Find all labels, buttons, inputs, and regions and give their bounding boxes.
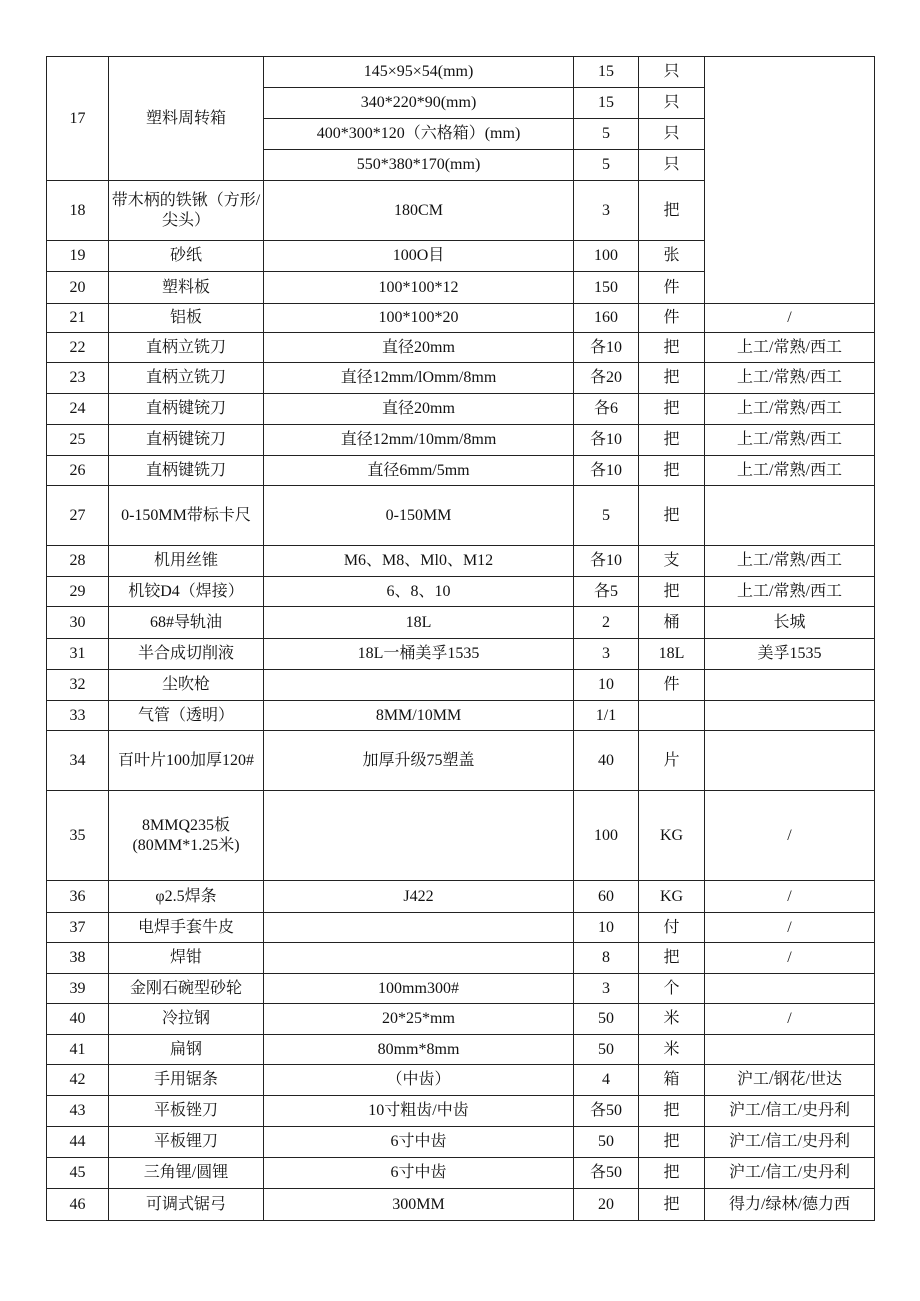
item-brand: 美孚1535	[705, 639, 875, 670]
table-row	[47, 425, 875, 456]
item-qty: 10	[574, 913, 639, 943]
item-no: 30	[47, 607, 109, 639]
item-name: 塑料板	[109, 272, 264, 304]
table-row	[47, 974, 875, 1004]
item-name: 电焊手套牛皮	[109, 913, 264, 943]
item-spec	[264, 670, 574, 701]
item-qty: 各50	[574, 1096, 639, 1127]
item-brand: 上工/常熟/西工	[705, 546, 875, 577]
item-qty: 50	[574, 1004, 639, 1035]
item-spec: 6寸中齿	[264, 1127, 574, 1158]
item-spec: 145×95×54(mm)	[264, 57, 574, 88]
item-no: 17	[47, 57, 109, 181]
item-name: 手用锯条	[109, 1065, 264, 1096]
item-brand: 上工/常熟/西工	[705, 333, 875, 363]
table-row	[47, 1065, 875, 1096]
item-name: 平板锉刀	[109, 1096, 264, 1127]
item-brand: 上工/常熟/西工	[705, 363, 875, 394]
item-name: 冷拉钢	[109, 1004, 264, 1035]
table-row	[47, 1004, 875, 1035]
item-qty: 100	[574, 241, 639, 272]
table-row	[47, 1189, 875, 1221]
item-qty: 20	[574, 1189, 639, 1221]
item-name: 塑料周转箱	[109, 57, 264, 181]
item-name: 68#导轨油	[109, 607, 264, 639]
item-brand: /	[705, 881, 875, 913]
item-unit: 箱	[639, 1065, 705, 1096]
item-name: 直柄键铳刀	[109, 394, 264, 425]
item-spec: 100mm300#	[264, 974, 574, 1004]
table-row	[47, 1158, 875, 1189]
item-qty: 各10	[574, 456, 639, 486]
item-name: 带木柄的铁锹（方形/尖头）	[109, 181, 264, 241]
item-unit: 把	[639, 456, 705, 486]
item-no: 26	[47, 456, 109, 486]
item-spec: 直径6mm/5mm	[264, 456, 574, 486]
item-qty: 2	[574, 607, 639, 639]
table-row	[47, 456, 875, 486]
item-spec: 20*25*mm	[264, 1004, 574, 1035]
item-spec	[264, 791, 574, 881]
item-name: 机铰D4（焊接）	[109, 577, 264, 607]
item-qty: 50	[574, 1035, 639, 1065]
item-unit: KG	[639, 791, 705, 881]
item-no: 27	[47, 486, 109, 546]
table-row	[47, 670, 875, 701]
table-row	[47, 943, 875, 974]
item-unit: 付	[639, 913, 705, 943]
item-spec: 0-150MM	[264, 486, 574, 546]
table-row	[47, 913, 875, 943]
item-brand: 长城	[705, 607, 875, 639]
item-spec: 6寸中齿	[264, 1158, 574, 1189]
item-name: 金刚石碗型砂轮	[109, 974, 264, 1004]
item-qty: 8	[574, 943, 639, 974]
item-qty: 1/1	[574, 701, 639, 731]
item-qty: 15	[574, 88, 639, 119]
table-row	[47, 363, 875, 394]
item-no: 42	[47, 1065, 109, 1096]
item-unit: 个	[639, 974, 705, 1004]
item-unit: 把	[639, 394, 705, 425]
item-no: 32	[47, 670, 109, 701]
item-spec: 340*220*90(mm)	[264, 88, 574, 119]
item-unit: 桶	[639, 607, 705, 639]
table-row	[47, 881, 875, 913]
item-no: 45	[47, 1158, 109, 1189]
item-name: 半合成切削液	[109, 639, 264, 670]
item-name: 尘吹枪	[109, 670, 264, 701]
item-unit: 片	[639, 731, 705, 791]
item-name: 机用丝锥	[109, 546, 264, 577]
item-spec: 100*100*12	[264, 272, 574, 304]
item-qty: 160	[574, 304, 639, 333]
item-unit: 把	[639, 363, 705, 394]
item-qty: 3	[574, 639, 639, 670]
table-row	[47, 577, 875, 607]
item-no: 36	[47, 881, 109, 913]
item-spec: 直径20mm	[264, 394, 574, 425]
item-brand	[705, 57, 875, 304]
item-no: 29	[47, 577, 109, 607]
item-spec: 100O目	[264, 241, 574, 272]
item-unit: 把	[639, 181, 705, 241]
item-qty: 3	[574, 181, 639, 241]
item-name: 直柄立铣刀	[109, 363, 264, 394]
item-name: 直柄立铣刀	[109, 333, 264, 363]
item-no: 28	[47, 546, 109, 577]
item-spec: J422	[264, 881, 574, 913]
item-qty: 60	[574, 881, 639, 913]
item-spec: 400*300*120（六格箱）(mm)	[264, 119, 574, 150]
item-spec	[264, 943, 574, 974]
item-spec: 80mm*8mm	[264, 1035, 574, 1065]
item-brand: 上工/常熟/西工	[705, 456, 875, 486]
item-qty: 5	[574, 150, 639, 181]
item-unit: 把	[639, 577, 705, 607]
item-brand: 沪工/钢花/世达	[705, 1065, 875, 1096]
item-no: 24	[47, 394, 109, 425]
item-brand	[705, 701, 875, 731]
item-unit: 只	[639, 57, 705, 88]
item-unit: 只	[639, 119, 705, 150]
item-unit	[639, 701, 705, 731]
item-name: 0-150MM带标卡尺	[109, 486, 264, 546]
item-brand: /	[705, 1004, 875, 1035]
item-name: 扁钢	[109, 1035, 264, 1065]
item-unit: 把	[639, 1189, 705, 1221]
item-qty: 40	[574, 731, 639, 791]
item-unit: 18L	[639, 639, 705, 670]
item-no: 34	[47, 731, 109, 791]
table-row	[47, 304, 875, 333]
table-row	[47, 701, 875, 731]
item-name: 铝板	[109, 304, 264, 333]
item-spec: 550*380*170(mm)	[264, 150, 574, 181]
item-brand: /	[705, 913, 875, 943]
item-no: 46	[47, 1189, 109, 1221]
table-row	[47, 546, 875, 577]
item-no: 21	[47, 304, 109, 333]
item-no: 40	[47, 1004, 109, 1035]
item-spec: 直径20mm	[264, 333, 574, 363]
item-brand: /	[705, 943, 875, 974]
item-unit: 只	[639, 88, 705, 119]
item-name: 平板锂刀	[109, 1127, 264, 1158]
item-unit: 支	[639, 546, 705, 577]
table-row	[47, 1127, 875, 1158]
item-qty: 100	[574, 791, 639, 881]
item-brand: 上工/常熟/西工	[705, 425, 875, 456]
item-no: 25	[47, 425, 109, 456]
item-qty: 5	[574, 119, 639, 150]
table-row	[47, 607, 875, 639]
item-spec: 10寸粗齿/中齿	[264, 1096, 574, 1127]
item-no: 37	[47, 913, 109, 943]
item-qty: 各20	[574, 363, 639, 394]
item-name: 砂纸	[109, 241, 264, 272]
item-no: 41	[47, 1035, 109, 1065]
item-brand: 沪工/信工/史丹利	[705, 1158, 875, 1189]
item-brand: 上工/常熟/西工	[705, 394, 875, 425]
item-qty: 各5	[574, 577, 639, 607]
item-name: φ2.5焊条	[109, 881, 264, 913]
table-row	[47, 639, 875, 670]
item-unit: KG	[639, 881, 705, 913]
item-qty: 3	[574, 974, 639, 1004]
item-brand: 沪工/信工/史丹利	[705, 1096, 875, 1127]
item-unit: 把	[639, 1158, 705, 1189]
item-qty: 150	[574, 272, 639, 304]
item-no: 44	[47, 1127, 109, 1158]
item-brand: /	[705, 791, 875, 881]
item-unit: 把	[639, 486, 705, 546]
item-unit: 把	[639, 1096, 705, 1127]
item-qty: 5	[574, 486, 639, 546]
table-row	[47, 1096, 875, 1127]
item-spec: 8MM/10MM	[264, 701, 574, 731]
item-name: 焊钳	[109, 943, 264, 974]
item-qty: 各6	[574, 394, 639, 425]
item-brand	[705, 731, 875, 791]
item-brand: 上工/常熟/西工	[705, 577, 875, 607]
item-no: 19	[47, 241, 109, 272]
item-unit: 件	[639, 272, 705, 304]
item-unit: 把	[639, 425, 705, 456]
item-no: 18	[47, 181, 109, 241]
item-spec: 100*100*20	[264, 304, 574, 333]
item-spec: 6、8、10	[264, 577, 574, 607]
item-no: 38	[47, 943, 109, 974]
item-spec: 加厚升级75塑盖	[264, 731, 574, 791]
item-unit: 把	[639, 943, 705, 974]
item-spec: 18L	[264, 607, 574, 639]
item-unit: 张	[639, 241, 705, 272]
table-row	[47, 333, 875, 363]
item-no: 43	[47, 1096, 109, 1127]
item-qty: 50	[574, 1127, 639, 1158]
item-unit: 把	[639, 1127, 705, 1158]
item-qty: 各10	[574, 333, 639, 363]
purchase-table	[46, 56, 875, 1221]
item-no: 20	[47, 272, 109, 304]
item-unit: 米	[639, 1035, 705, 1065]
item-spec: 直径12mm/10mm/8mm	[264, 425, 574, 456]
item-qty: 4	[574, 1065, 639, 1096]
item-name: 直柄键铣刀	[109, 456, 264, 486]
item-spec: 300MM	[264, 1189, 574, 1221]
table-row	[47, 486, 875, 546]
item-brand	[705, 974, 875, 1004]
item-no: 33	[47, 701, 109, 731]
item-name: 直柄键铳刀	[109, 425, 264, 456]
table-row	[47, 394, 875, 425]
item-spec: 18L一桶美孚1535	[264, 639, 574, 670]
item-unit: 米	[639, 1004, 705, 1035]
item-unit: 只	[639, 150, 705, 181]
item-no: 35	[47, 791, 109, 881]
table-row	[47, 731, 875, 791]
item-spec	[264, 913, 574, 943]
item-unit: 件	[639, 670, 705, 701]
item-brand	[705, 1035, 875, 1065]
table-row	[47, 791, 875, 881]
item-qty: 15	[574, 57, 639, 88]
item-spec: 180CM	[264, 181, 574, 241]
item-name: 百叶片100加厚120#	[109, 731, 264, 791]
item-name: 8MMQ235板(80MM*1.25米)	[109, 791, 264, 881]
item-spec: M6、M8、Ml0、M12	[264, 546, 574, 577]
item-no: 39	[47, 974, 109, 1004]
item-name: 可调式锯弓	[109, 1189, 264, 1221]
item-name: 气管（透明）	[109, 701, 264, 731]
item-spec: 直径12mm/lOmm/8mm	[264, 363, 574, 394]
item-brand: 得力/绿林/德力西	[705, 1189, 875, 1221]
item-qty: 10	[574, 670, 639, 701]
item-unit: 件	[639, 304, 705, 333]
item-brand: /	[705, 304, 875, 333]
item-no: 22	[47, 333, 109, 363]
item-brand	[705, 670, 875, 701]
item-unit: 把	[639, 333, 705, 363]
item-spec: （中齿）	[264, 1065, 574, 1096]
item-qty: 各10	[574, 546, 639, 577]
table-row	[47, 1035, 875, 1065]
item-brand	[705, 486, 875, 546]
table-row	[47, 57, 875, 88]
item-name: 三角锂/圆锂	[109, 1158, 264, 1189]
item-qty: 各10	[574, 425, 639, 456]
item-qty: 各50	[574, 1158, 639, 1189]
item-no: 31	[47, 639, 109, 670]
item-no: 23	[47, 363, 109, 394]
item-brand: 沪工/信工/史丹利	[705, 1127, 875, 1158]
